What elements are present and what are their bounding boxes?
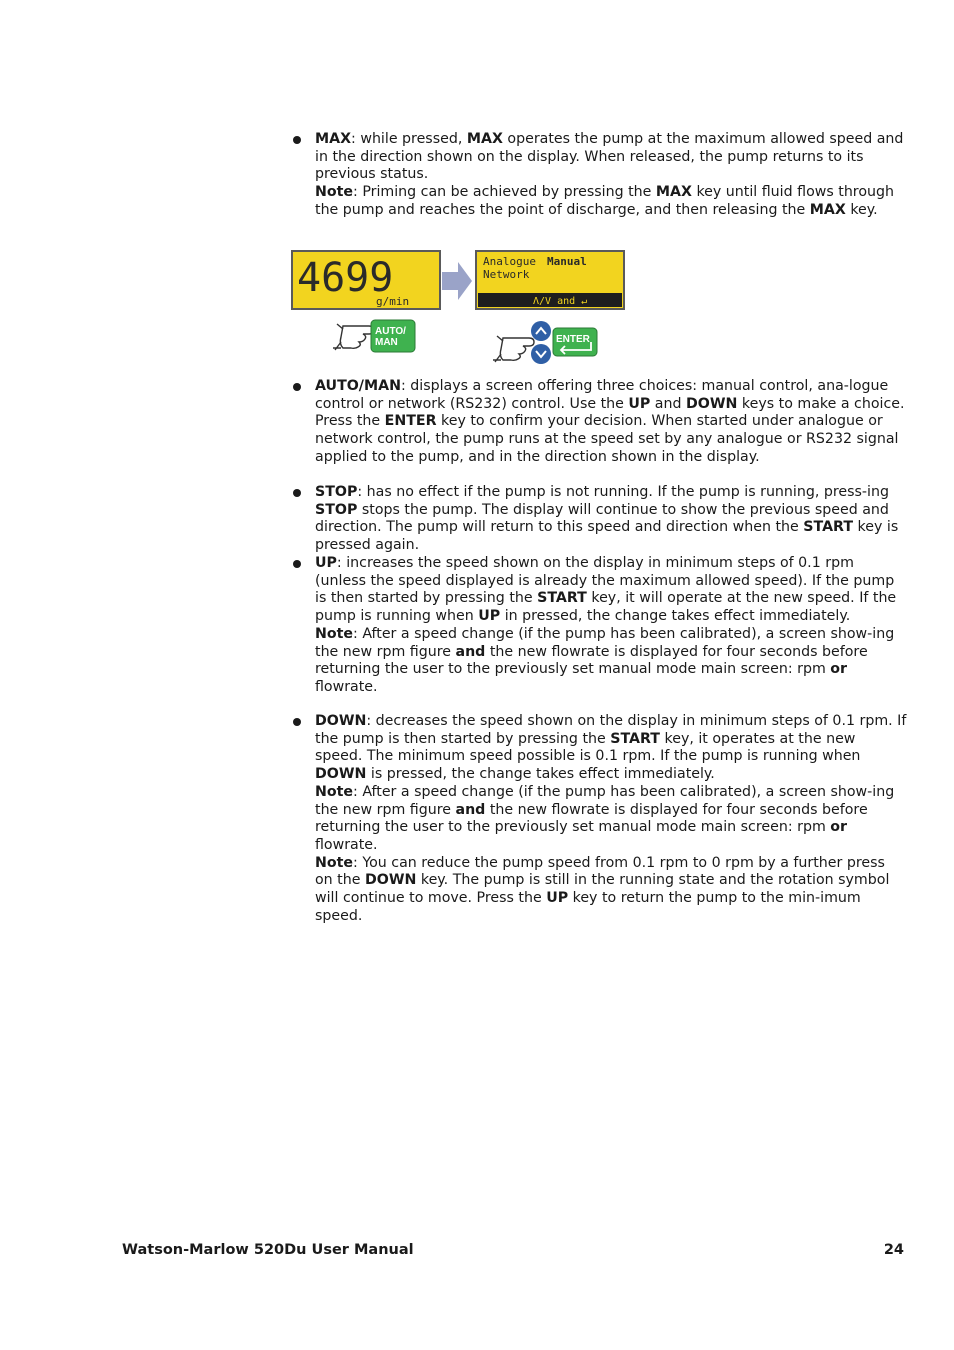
- bullet-icon: [293, 383, 301, 391]
- bold-term: and: [455, 643, 486, 660]
- bold-term: Note: [315, 783, 354, 800]
- bold-term: Note: [315, 625, 354, 642]
- text-run: key to return the pump to the min-imum speed.: [315, 890, 861, 924]
- page-number: 24: [883, 1242, 904, 1258]
- pointing-hand-icon: [493, 336, 534, 362]
- lcd-display-menu: [476, 251, 624, 309]
- auto-man-key-line2: MAN: [375, 337, 398, 348]
- text-run: key. The pump is still in the running state and the rotation symbol will continue to move. Press the: [315, 872, 890, 907]
- bold-term: and: [455, 801, 486, 818]
- text-run: key to confirm your decision. When started under analogue or network control, the pump runs at the speed set by any analogue or RS232 signal applied to the pump, and in the direction shown in the display.: [315, 413, 899, 465]
- text-run: : After a speed change (if the pump has been calibrated), a screen show-ing the new rpm figure: [315, 783, 895, 818]
- lcd-menu-analogue: Analogue: [483, 255, 536, 268]
- bold-term: DOWN: [315, 766, 367, 783]
- bold-term: START: [537, 590, 587, 607]
- list-item-down: [315, 713, 907, 925]
- enter-key: [553, 328, 597, 356]
- bullet-icon: [293, 718, 301, 726]
- text-run: : displays a screen offering three choices: manual control, ana-logue control or network (RS232) control. Use the: [315, 378, 889, 412]
- lcd-menu-footer: Λ/V and ↵: [533, 296, 588, 307]
- item-text: [315, 555, 907, 697]
- bold-term: or: [830, 819, 848, 836]
- bold-term: AUTO/MAN: [315, 378, 401, 394]
- text-run: : has no effect if the pump is not running. If the pump is running, press-ing: [357, 484, 889, 500]
- list-item-auto-man: [315, 378, 907, 467]
- text-run: key.: [845, 201, 878, 218]
- text-run: : You can reduce the pump speed from 0.1 rpm to 0 rpm by a further press on the: [315, 854, 885, 889]
- lcd-menu-network: Network: [483, 268, 530, 281]
- bold-term: START: [803, 519, 854, 536]
- auto-man-key: [371, 320, 415, 352]
- down-key: [531, 344, 551, 364]
- text-run: the new flowrate is displayed for four seconds before returning the user to the previously set manual mode main screen: rpm: [315, 643, 868, 678]
- bold-term: ENTER: [384, 413, 437, 430]
- list-item-stop: [315, 484, 907, 555]
- lcd-speed-unit: g/min: [376, 295, 410, 308]
- text-run: keys to make a choice. Press the: [315, 395, 905, 430]
- item-text: [315, 131, 907, 220]
- text-run: : After a speed change (if the pump has been calibrated), a screen show-ing the new rpm figure: [315, 625, 895, 660]
- lcd-speed-value: 4699: [297, 255, 394, 301]
- bold-term: MAX: [809, 201, 846, 218]
- arrow-right-icon: [442, 262, 472, 300]
- text-run: and: [650, 395, 687, 412]
- text-run: : decreases the speed shown on the display in minimum steps of 0.1 rpm. If the pump is then started by pressing the: [315, 713, 907, 747]
- lcd-display-speed: [292, 251, 440, 309]
- text-run: is pressed, the change takes effect immediately.: [366, 766, 715, 783]
- bullet-icon: [293, 560, 301, 568]
- text-run: flowrate.: [315, 836, 378, 853]
- text-run: operates the pump at the maximum allowed speed and in the direction shown on the display. When released, the pump returns to its previous status.: [315, 131, 904, 183]
- bold-term: MAX: [655, 184, 692, 201]
- bold-term: DOWN: [315, 713, 367, 729]
- up-key: [531, 321, 551, 341]
- text-run: stops the pump. The display will continue to show the previous speed and direction. The pump will return to this speed and direction when the: [315, 501, 889, 536]
- text-run: : increases the speed shown on the display in minimum steps of 0.1 rpm (unless the speed displayed is already the maximum allowed speed). If the pump is then started by pressing the: [315, 555, 895, 607]
- bold-term: STOP: [315, 501, 358, 518]
- text-run: in pressed, the change takes effect immediately.: [500, 608, 851, 625]
- text-run: key is pressed again.: [315, 519, 899, 554]
- bold-term: DOWN: [686, 395, 738, 412]
- bold-term: UP: [546, 890, 569, 907]
- keypad-illustration: [291, 250, 627, 370]
- text-run: key, it operates at the new speed. The minimum speed possible is 0.1 rpm. If the pump is running when: [315, 730, 861, 765]
- bold-term: DOWN: [364, 872, 417, 889]
- item-text: [315, 713, 907, 925]
- list-item-max: [315, 131, 907, 220]
- lcd-menu-manual: Manual: [547, 255, 587, 268]
- bullet-icon: [293, 489, 301, 497]
- text-run: the new flowrate is displayed for four seconds before returning the user to the previously set manual mode main screen: rpm: [315, 801, 868, 836]
- text-run: : Priming can be achieved by pressing the: [353, 184, 656, 201]
- text-run: key, it will operate at the new speed. If the pump is running when: [315, 590, 897, 625]
- bold-term: MAX: [315, 131, 352, 147]
- pointing-hand-icon: [333, 324, 374, 350]
- item-text: [315, 484, 907, 555]
- bold-term: UP: [628, 395, 651, 412]
- bold-term: START: [610, 730, 660, 747]
- list-item-up: [315, 555, 907, 697]
- bold-term: UP: [478, 608, 501, 625]
- enter-key-label: ENTER: [556, 334, 590, 345]
- bold-term: Note: [315, 854, 354, 871]
- text-run: key until fluid flows through the pump and reaches the point of discharge, and then releasing the: [315, 184, 894, 218]
- auto-man-key-line1: AUTO/: [375, 326, 406, 337]
- footer-manual-title: Watson-Marlow 520Du User Manual: [122, 1242, 414, 1258]
- bold-term: or: [830, 661, 848, 678]
- item-text: [315, 378, 907, 467]
- bold-term: UP: [315, 555, 337, 571]
- bullet-icon: [293, 136, 301, 144]
- text-run: flowrate.: [315, 678, 378, 695]
- bold-term: STOP: [315, 484, 358, 500]
- bold-term: MAX: [466, 131, 503, 147]
- text-run: : while pressed,: [351, 131, 467, 147]
- bold-term: Note: [315, 184, 354, 201]
